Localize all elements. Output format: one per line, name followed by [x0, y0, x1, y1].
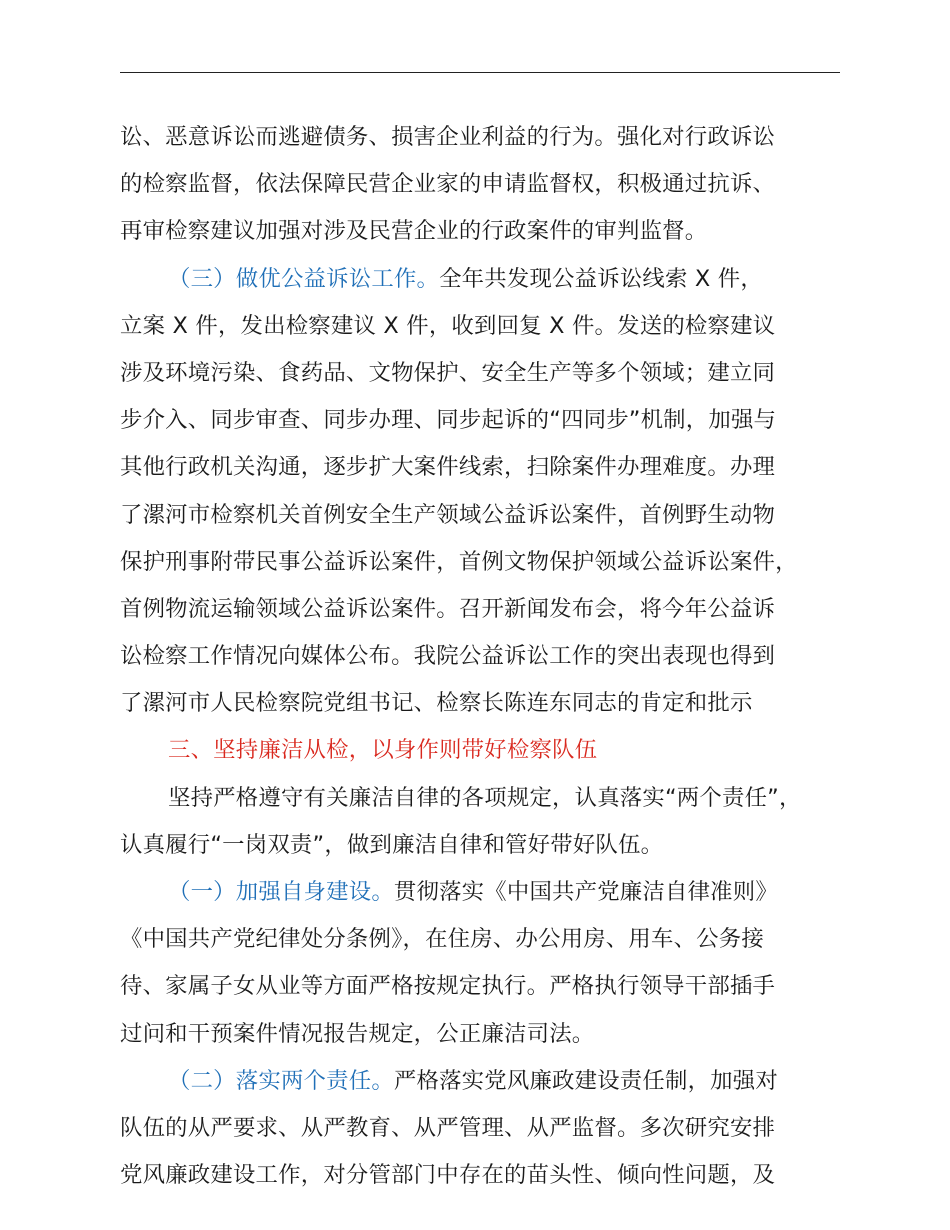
paragraph-start: [120, 256, 860, 303]
text-line: 队伍的从严要求、从严教育、从严管理、从严监督。多次研究安排: [120, 1114, 776, 1141]
text-line: 步介入、同步审查、同步办理、同步起诉的“四同步”机制，加强与: [120, 407, 777, 434]
text-line: 立案 X 件，发出检察建议 X 件，收到回复 X 件。发送的检察建议: [120, 312, 776, 339]
text-line: 保护刑事附带民事公益诉讼案件，首例文物保护领域公益诉讼案件，: [120, 548, 798, 575]
text-line: 涉及环境污染、食药品、文物保护、安全生产等多个领域；建立同: [120, 359, 776, 386]
section-heading: 三、坚持廉洁从检，以身作则带好检察队伍: [168, 737, 598, 764]
text-line: 了漯河市人民检察院党组书记、检察长陈连东同志的肯定和批示: [120, 690, 753, 717]
text-line: 坚持严格遵守有关廉洁自律的各项规定，认真落实“两个责任”，: [168, 784, 802, 811]
text-line: 了漯河市检察机关首例安全生产领域公益诉讼案件，首例野生动物: [120, 501, 776, 528]
text-line: 其他行政机关沟通，逐步扩大案件线索，扫除案件办理难度。办理: [120, 454, 776, 481]
text-line: 的检察监督，依法保障民营企业家的申请监督权，积极通过抗诉、: [120, 171, 776, 198]
text-line: 过问和干预案件情况报告规定，公正廉洁司法。: [120, 1020, 595, 1047]
text-line: 首例物流运输领域公益诉讼案件。召开新闻发布会，将今年公益诉: [120, 595, 776, 622]
subsection-heading: （二）落实两个责任。: [168, 1067, 394, 1094]
text-run: 严格落实党风廉政建设责任制，加强对: [393, 1067, 778, 1094]
text-line: 认真履行“一岗双责”，做到廉洁自律和管好带好队伍。: [120, 831, 664, 858]
text-line: 《中国共产党纪律处分条例》，在住房、办公用房、用车、公务接: [120, 926, 764, 953]
subsection-heading: （三）做优公益诉讼工作。: [168, 265, 440, 292]
header-rule: [120, 72, 840, 73]
text-line: 再审检察建议加强对涉及民营企业的行政案件的审判监督。: [120, 218, 708, 245]
paragraph-start: [120, 1058, 860, 1105]
text-run: 贯彻落实《中国共产党廉洁自律准则》: [393, 879, 778, 905]
text-line: 待、家属子女从业等方面严格按规定执行。严格执行领导干部插手: [120, 973, 776, 1000]
text-run: 全年共发现公益诉讼线索 X 件，: [439, 265, 763, 292]
paragraph-start: [120, 869, 860, 916]
subsection-heading: （一）加强自身建设。: [168, 879, 394, 905]
text-line: 讼检察工作情况向媒体公布。我院公益诉讼工作的突出表现也得到: [120, 643, 776, 670]
text-line: 讼、恶意诉讼而逃避债务、损害企业利益的行为。强化对行政诉讼: [120, 124, 776, 150]
document-body: [120, 114, 860, 1199]
text-line: 党风廉政建设工作，对分管部门中存在的苗头性、倾向性问题，及: [120, 1162, 776, 1189]
